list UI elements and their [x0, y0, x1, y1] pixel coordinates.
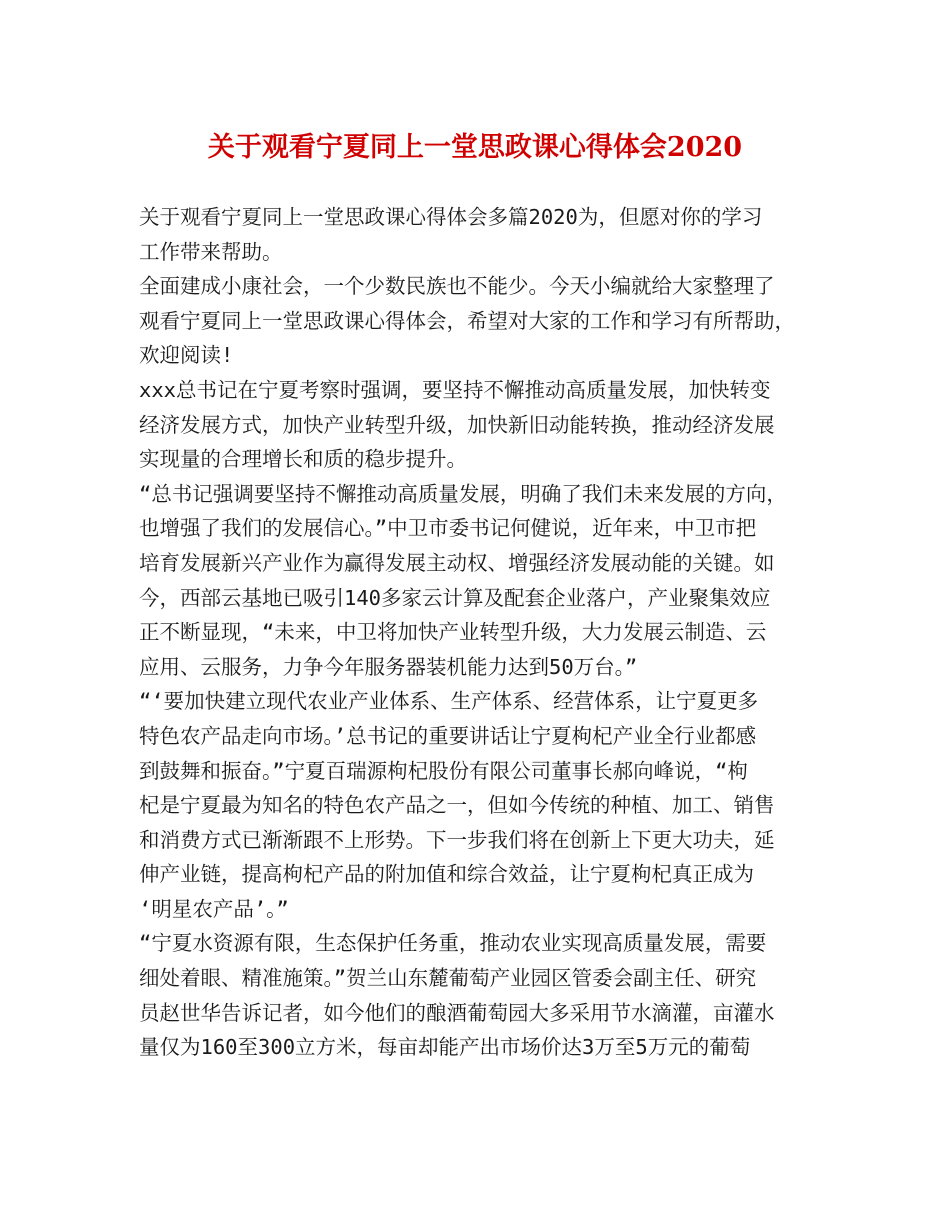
text-line: 关于观看宁夏同上一堂思政课心得体会多篇2020为，但愿对你的学习: [139, 205, 763, 229]
text-line: ‘明星农产品’。”: [139, 896, 289, 921]
text-line: 特色农产品走向市场。’总书记的重要讲话让宁夏枸杞产业全行业都感: [139, 723, 757, 748]
text-line: 培育发展新兴产业作为赢得发展主动权、增强经济发展动能的关键。如: [139, 550, 775, 575]
text-line: “总书记强调要坚持不懈推动高质量发展，明确了我们未来发展的方向，: [139, 481, 787, 506]
text-line: 经济发展方式，加快产业转型升级，加快新旧动能转换，推动经济发展: [139, 412, 775, 437]
text-line: 也增强了我们的发展信心。”中卫市委书记何健说，近年来，中卫市把: [139, 516, 757, 541]
text-line: 实现量的合理增长和质的稳步提升。: [139, 447, 467, 472]
text-line: 应用、云服务，力争今年服务器装机能力达到50万台。”: [139, 654, 638, 679]
text-line: 今，西部云基地已吸引140多家云计算及配套企业落户，产业聚集效应: [139, 585, 771, 610]
text-line: 伸产业链，提高枸杞产品的附加值和综合效益，让宁夏枸杞真正成为: [139, 862, 754, 887]
text-line: “宁夏水资源有限，生态保护任务重，推动农业实现高质量发展，需要: [139, 931, 767, 956]
text-line: 细处着眼、精准施策。”贺兰山东麓葡萄产业园区管委会副主任、研究: [139, 966, 757, 991]
text-line: 杞是宁夏最为知名的特色农产品之一，但如今传统的种植、加工、销售: [139, 793, 775, 818]
text-line: 工作带来帮助。: [139, 239, 283, 264]
text-line: “‘要加快建立现代农业产业体系、生产体系、经营体系，让宁夏更多: [139, 689, 759, 714]
document-title: 关于观看宁夏同上一堂思政课心得体会2020: [207, 132, 743, 163]
text-line: 到鼓舞和振奋。”宁夏百瑞源枸杞股份有限公司董事长郝向峰说，“枸: [139, 758, 748, 783]
text-line: 和消费方式已渐渐跟不上形势。下一步我们将在创新上下更大功夫，延: [139, 827, 775, 852]
text-line: 全面建成小康社会，一个少数民族也不能少。今天小编就给大家整理了: [139, 274, 775, 299]
document-body: [139, 200, 829, 1065]
text-line: 量仅为160至300立方米，每亩却能产出市场价达3万至5万元的葡萄: [139, 1035, 751, 1060]
text-line: 正不断显现，“未来，中卫将加快产业转型升级，大力发展云制造、云: [139, 620, 767, 645]
text-line: xxx总书记在宁夏考察时强调，要坚持不懈推动高质量发展，加快转变: [139, 377, 771, 402]
text-line: 员赵世华告诉记者，如今他们的酿酒葡萄园大多采用节水滴灌，亩灌水: [139, 1000, 775, 1025]
text-line: 观看宁夏同上一堂思政课心得体会，希望对大家的工作和学习有所帮助，: [139, 308, 795, 333]
text-line: 欢迎阅读!: [139, 343, 234, 368]
